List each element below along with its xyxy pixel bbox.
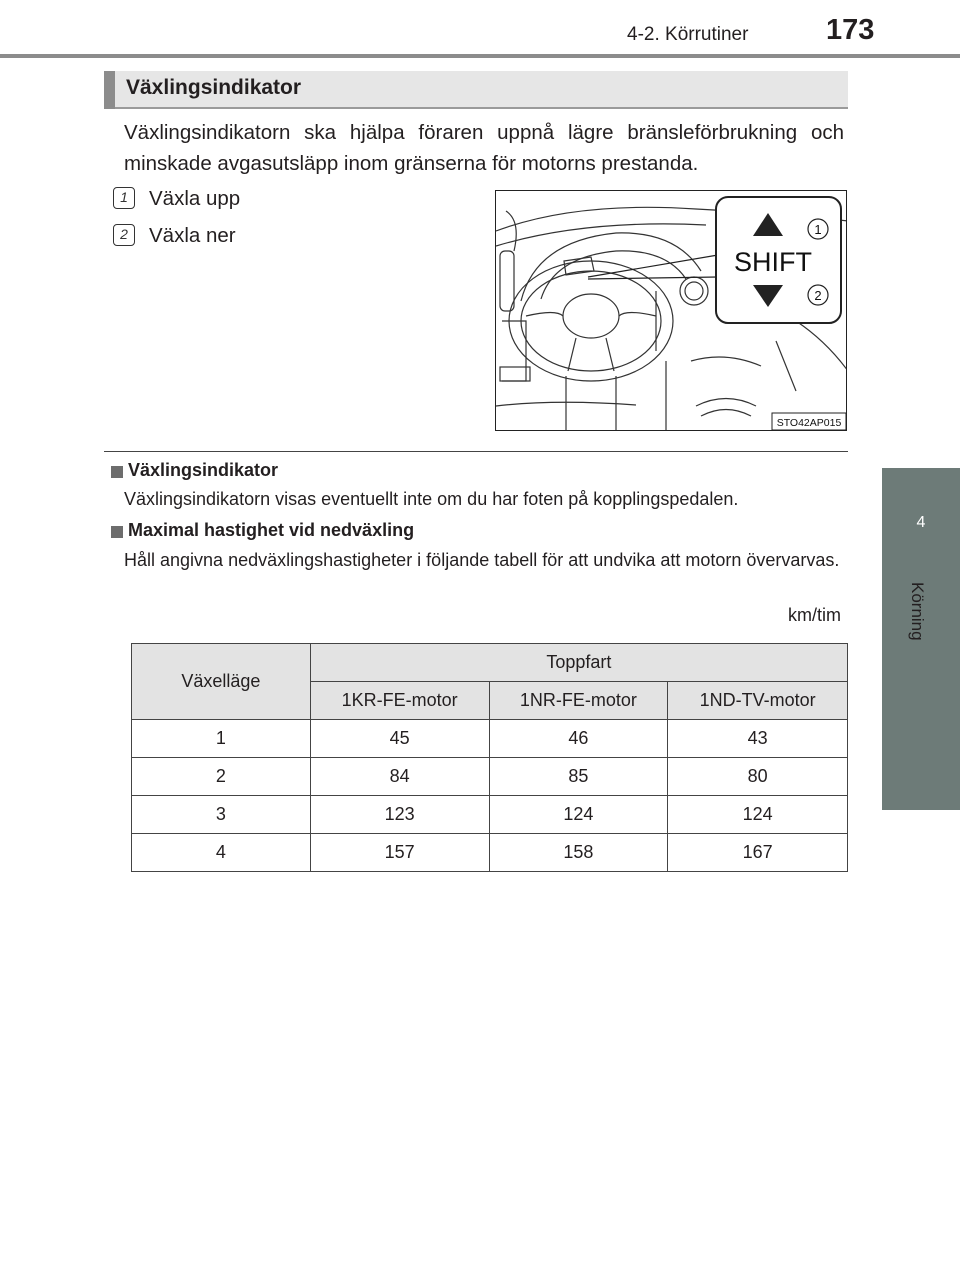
table-row (132, 720, 848, 758)
header-engine-1nd: 1ND-TV-motor (668, 682, 848, 720)
header-gear: Växelläge (132, 644, 311, 720)
callout-number-1: 1 (814, 222, 822, 237)
chapter-label: Körning (908, 582, 927, 641)
cell-speed: 43 (668, 720, 848, 758)
item-number-2: 2 (113, 224, 135, 246)
intro-paragraph: Växlingsindikatorn ska hjälpa föraren uppnå lägre bränsleförbrukning och minskade avgasutsläpp inom gränserna för motorns prestanda. (124, 121, 844, 175)
section-heading-bar (104, 71, 115, 109)
table-row (132, 796, 848, 834)
note-title-max-speed: Maximal hastighet vid nedväxling (128, 520, 415, 540)
header-engine-1nr: 1NR-FE-motor (489, 682, 668, 720)
cell-gear: 3 (132, 796, 311, 834)
downshift-speed-table (131, 643, 848, 872)
item-number-1: 1 (113, 187, 135, 209)
section-heading (104, 71, 848, 109)
cell-speed: 46 (489, 720, 668, 758)
page-number: 173 (826, 14, 875, 46)
figure-code: STO42AP015 (776, 417, 842, 429)
table-unit: km/tim (788, 605, 841, 625)
cell-speed: 85 (489, 758, 668, 796)
table-row (132, 758, 848, 796)
cell-speed: 124 (489, 796, 668, 834)
cell-speed: 123 (310, 796, 489, 834)
note-bullet-2 (111, 526, 123, 538)
cell-speed: 167 (668, 834, 848, 872)
header-top-speed: Toppfart (310, 644, 847, 682)
shift-label: SHIFT (734, 247, 812, 277)
header-section-title: 4-2. Körrutiner (627, 24, 749, 45)
dashboard-illustration (495, 190, 847, 431)
callout-number-2: 2 (814, 288, 822, 303)
table-header-row (132, 644, 848, 682)
header-rule (0, 54, 960, 58)
dashboard-drawing (496, 191, 847, 431)
section-title: Växlingsindikator (126, 76, 302, 99)
cell-speed: 124 (668, 796, 848, 834)
note-text-max-speed: Håll angivna nedväxlingshastigheter i följande tabell för att undvika att motorn övervarvas. (124, 550, 840, 570)
item-label-shift-up: Växla upp (149, 187, 241, 210)
cell-speed: 84 (310, 758, 489, 796)
cell-gear: 2 (132, 758, 311, 796)
cell-speed: 80 (668, 758, 848, 796)
section-divider (104, 451, 848, 452)
item-label-shift-down: Växla ner (149, 224, 236, 247)
cell-speed: 45 (310, 720, 489, 758)
cell-speed: 158 (489, 834, 668, 872)
cell-gear: 4 (132, 834, 311, 872)
cell-speed: 157 (310, 834, 489, 872)
note-title-indicator: Växlingsindikator (128, 460, 279, 480)
table-row (132, 834, 848, 872)
note-bullet-1 (111, 466, 123, 478)
header-engine-1kr: 1KR-FE-motor (310, 682, 489, 720)
cell-gear: 1 (132, 720, 311, 758)
chapter-number: 4 (916, 514, 926, 531)
note-text-indicator: Växlingsindikatorn visas eventuellt inte om du har foten på kopplingspedalen. (124, 489, 739, 509)
